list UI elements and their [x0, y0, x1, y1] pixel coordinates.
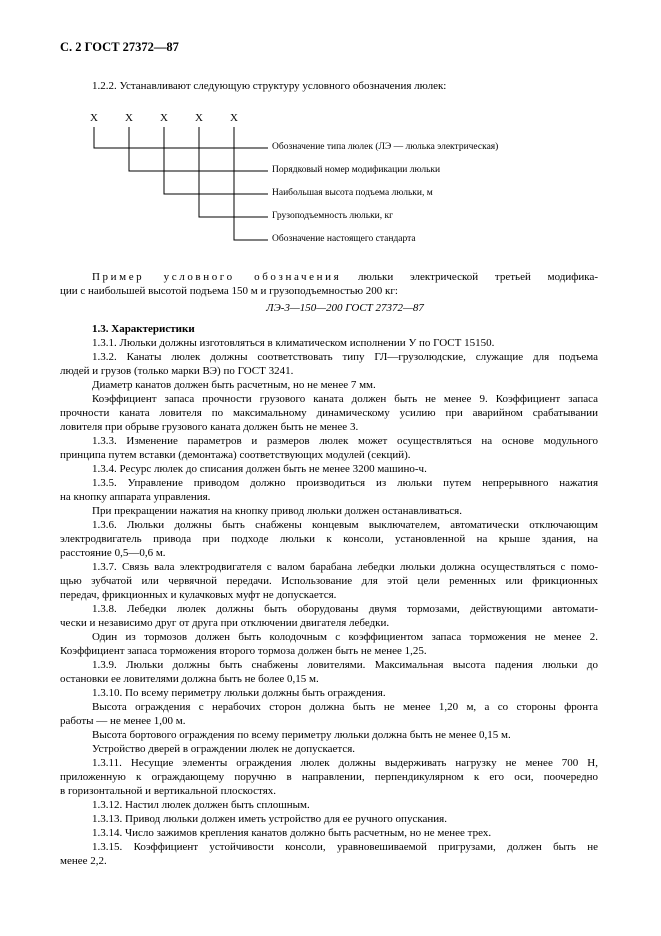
diagram-x-4: Х: [195, 112, 203, 124]
text-line: Диаметр канатов должен быть расчетным, но не менее 7 мм.: [92, 379, 376, 391]
text-line: принципа путем вставки (демонтажа) соответствующих модулей (секций).: [60, 449, 411, 461]
text-line: 1.3.12. Настил люлек должен быть сплошным.: [92, 799, 310, 811]
text-line: прочности каната ловителя по максимальному динамическому усилию при аварийном срабатывании: [60, 407, 598, 419]
text-line: Устройство дверей в ограждении люлек не допускается.: [92, 743, 356, 755]
diagram-connector-1: [94, 127, 268, 148]
text-line: работы — не менее 1,00 м.: [60, 715, 186, 727]
text-line: остановки ее ловителями должна быть не более 0,15 м.: [60, 673, 319, 685]
text-line: щью зубчатой или червячной передачи. Использование для этой цели ременных или фрикционных: [60, 575, 598, 587]
section-title: [92, 322, 195, 336]
diagram-x-3: Х: [160, 112, 168, 124]
text-line: приложенную к ограждающему поручню в направлении, перпендикулярном к его оси, поочередно: [60, 771, 598, 783]
text-line: Высота бортового ограждения по всему периметру люльки должна быть не менее 0,15 м.: [92, 729, 511, 741]
text-line: людей и грузов (только марки ВЭ) по ГОСТ 3241.: [60, 365, 294, 377]
text-line: 1.3.14. Число зажимов крепления канатов должно быть расчетным, но не менее трех.: [92, 827, 492, 839]
text-line: При прекращении нажатия на кнопку привод люльки должен останавливаться.: [92, 505, 462, 517]
text-line: в горизонтальной и вертикальной плоскостях.: [60, 785, 277, 797]
text-line: электродвигатель привода при подходе люльки к консоли, установленной на крыше здания, на: [60, 533, 598, 545]
text-line: 1.3.6. Люльки должны быть снабжены концевым выключателем, автоматически отключающим: [92, 519, 598, 531]
diagram-label-standard: Обозначение настоящего стандарта: [272, 234, 416, 244]
diagram-label-height: Наибольшая высота подъема люльки, м: [272, 188, 433, 198]
text-line: ловителя при обрыве грузового каната должен быть не менее 3.: [60, 421, 359, 433]
text-line: 1.3.9. Люльки должны быть снабжены ловителями. Максимальная высота падения люльки до: [92, 659, 598, 671]
text-line: 1.3.5. Управление приводом должно производиться из люльки путем непрерывного нажатия: [92, 477, 598, 489]
section-title-text: 1.3. Характеристики: [92, 323, 195, 335]
text-line: расстояние 0,5—0,6 м.: [60, 547, 166, 559]
text-line: чески и независимо друг от друга при отключении двигателя лебедки.: [60, 617, 390, 629]
text-line: 1.3.7. Связь вала электродвигателя с валом барабана лебедки люльки должна осуществляться с помо-: [92, 561, 598, 573]
text-line: 1.3.8. Лебедки люлек должны быть оборудованы двумя тормозами, действующими автомати-: [92, 603, 598, 615]
example-line-2: ции с наибольшей высотой подъема 150 м и грузоподъемностью 200 кг:: [60, 285, 398, 297]
example-line-1: [92, 270, 598, 284]
text-line: Коэффициент запаса торможения второго тормоза должен быть не менее 1,25.: [60, 645, 427, 657]
diagram-x-2: Х: [125, 112, 133, 124]
text-line: 1.3.11. Несущие элементы ограждения люлек должны выдерживать нагрузку не менее 700 Н,: [92, 757, 598, 769]
example-spaced-heading: Пример условного обозначения: [92, 271, 342, 283]
text-line: Один из тормозов должен быть колодочным с коэффициентом запаса торможения не менее 2.: [92, 631, 598, 643]
example-designation: ЛЭ-3—150—200 ГОСТ 27372—87: [266, 302, 424, 314]
text-line: на кнопку аппарата управления.: [60, 491, 211, 503]
diagram-x-5: Х: [230, 112, 238, 124]
diagram-label-type: Обозначение типа люлек (ЛЭ — люлька электрическая): [272, 142, 499, 152]
text-line: Коэффициент запаса прочности грузового каната должен быть не менее 9. Коэффициент запаса: [92, 393, 598, 405]
text-line: 1.3.2. Канаты люлек должны соответствовать типу ГЛ—грузолюдские, служащие для подъема: [92, 351, 598, 363]
diagram-connector-5: [234, 127, 268, 240]
text-line: 1.3.13. Привод люльки должен иметь устройство для ее ручного опускания.: [92, 813, 447, 825]
text-line: Высота ограждения с нерабочих сторон должна быть не менее 1,20 м, а со стороны фронта: [92, 701, 598, 713]
page-header: С. 2 ГОСТ 27372—87: [60, 40, 179, 54]
diagram-label-modification: Порядковый номер модификации люльки: [272, 165, 441, 175]
diagram-connector-3: [164, 127, 268, 194]
text-line: 1.3.1. Люльки должны изготовляться в климатическом исполнении У по ГОСТ 15150.: [92, 337, 495, 349]
text-line: менее 2,2.: [60, 855, 107, 867]
intro-paragraph: 1.2.2. Устанавливают следующую структуру условного обозначения люлек:: [92, 80, 447, 92]
text-line: 1.3.3. Изменение параметров и размеров люлек может осуществляться на основе модульного: [92, 435, 598, 447]
diagram-x-1: Х: [90, 112, 98, 124]
text-line: 1.3.10. По всему периметру люльки должны быть ограждения.: [92, 687, 386, 699]
text-line: 1.3.15. Коэффициент устойчивости консоли, уравновешиваемой пригрузами, должен быть не: [92, 841, 598, 853]
example-line-1-rest: люльки электрической третьей модифика-: [341, 271, 598, 283]
text-line: передач, фрикционных и кулачковых муфт не допускается.: [60, 589, 337, 601]
diagram-label-capacity: Грузоподъемность люльки, кг: [272, 211, 394, 221]
text-line: 1.3.4. Ресурс люлек до списания должен быть не менее 3200 машино-ч.: [92, 463, 427, 475]
